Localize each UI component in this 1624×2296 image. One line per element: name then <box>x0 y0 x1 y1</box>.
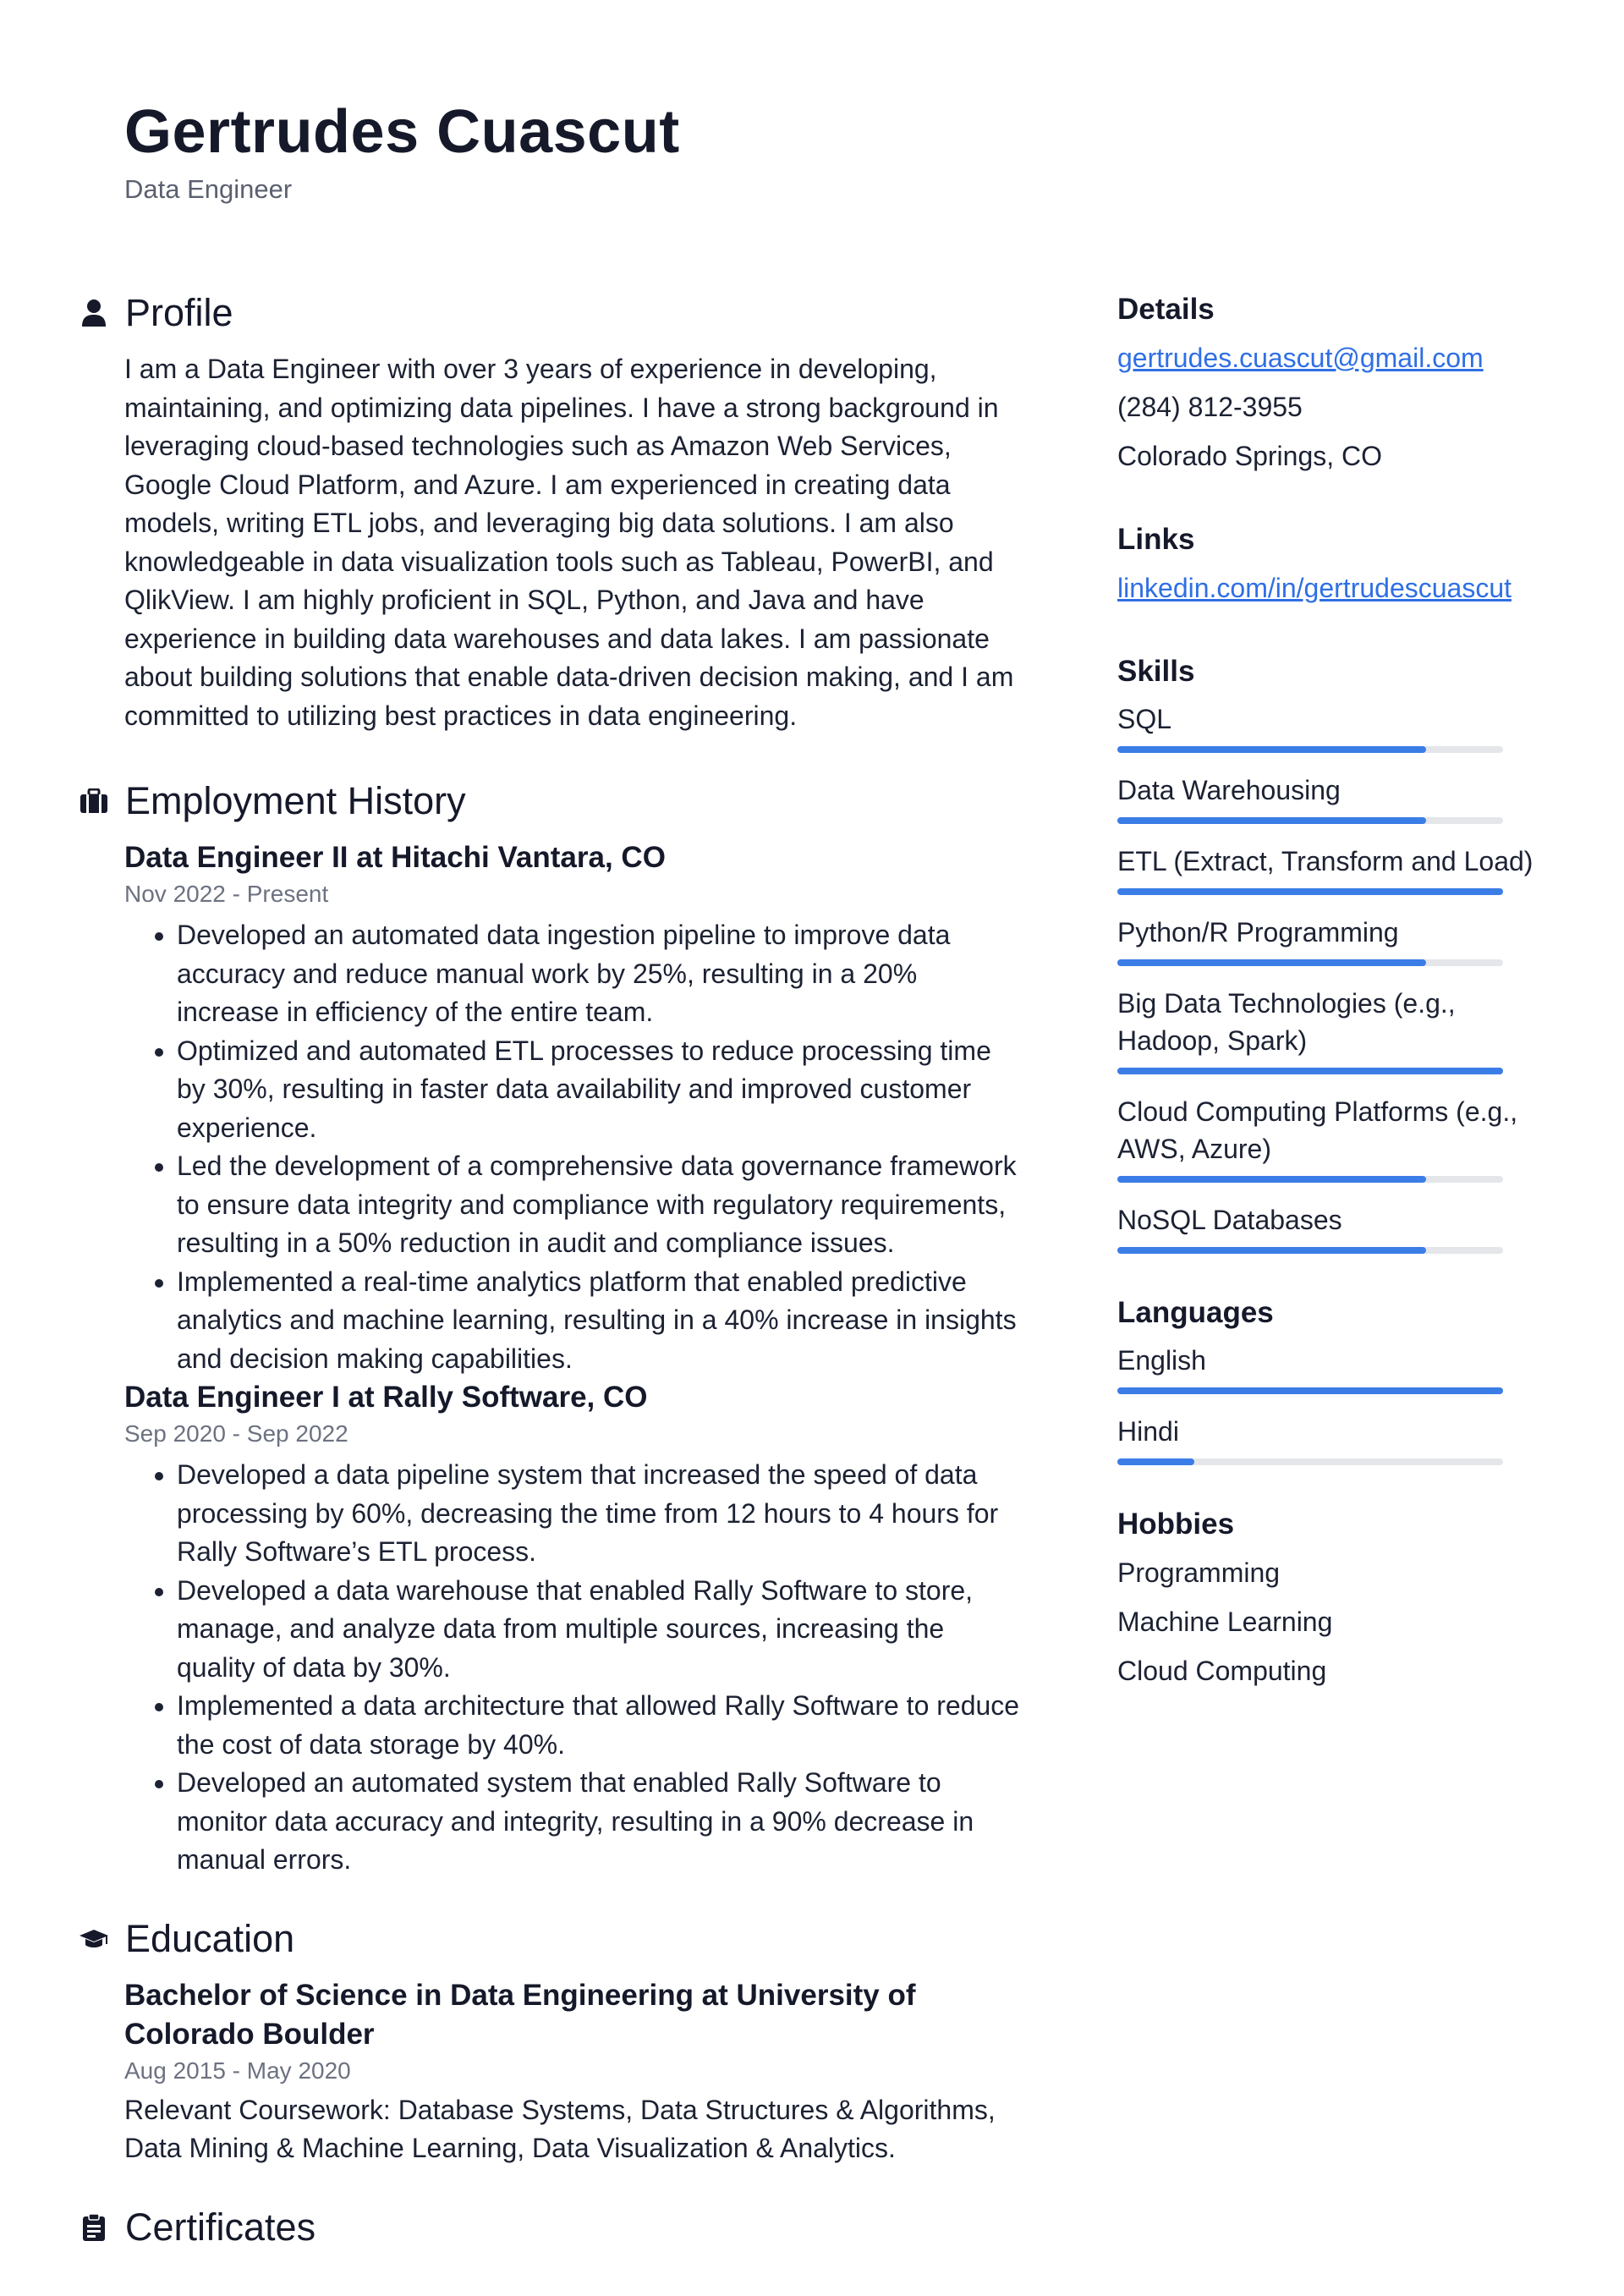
location: Colorado Springs, CO <box>1117 441 1383 471</box>
profile-section <box>78 288 1025 735</box>
skill-item <box>1117 1093 1557 1183</box>
skill-level-fill <box>1117 959 1426 966</box>
job-bullet: • Optimized and automated ETL processes to reduce processing time by 30%, resulting in faster data availability and improved customer experience. <box>177 1032 1025 1148</box>
email-link[interactable]: gertrudes.cuascut@gmail.com <box>1117 343 1484 373</box>
coursework-text: Relevant Coursework: Database Systems, Data Structures & Algorithms, Data Mining & Machine Learning, Data Visualization & Analytics. <box>124 2094 996 2163</box>
skill-level-bar <box>1117 1247 1503 1254</box>
job-date: Nov 2022 - Present <box>124 881 329 907</box>
job-bullet: • Developed a data warehouse that enabled Rally Software to store, manage, and analyze data from multiple sources, increasing the quality of data by 30%. <box>177 1572 1025 1688</box>
job-title: Data Engineer II at Hitachi Vantara, CO <box>124 841 666 874</box>
skill-label: SQL <box>1117 704 1172 734</box>
certificates-heading <box>78 2202 1025 2253</box>
education-heading <box>78 1914 1025 1964</box>
links-block <box>1117 516 1557 612</box>
sidebar-column <box>1117 286 1557 1731</box>
skill-level-fill <box>1117 1247 1426 1254</box>
employment-title: Employment History <box>125 779 466 822</box>
skill-level-bar <box>1117 888 1503 895</box>
briefcase-icon <box>78 785 110 817</box>
links-heading: Links <box>1117 523 1195 556</box>
clipboard-icon <box>78 2211 110 2244</box>
details-block <box>1117 286 1557 481</box>
hobbies-block <box>1117 1501 1557 1695</box>
skill-level-bar <box>1117 1176 1503 1183</box>
skill-label: Big Data Technologies (e.g., Hadoop, Spark) <box>1117 988 1456 1056</box>
skill-level-fill <box>1117 1176 1426 1183</box>
hobby-item: Cloud Computing <box>1117 1656 1327 1686</box>
skill-item <box>1117 985 1557 1074</box>
skill-level-fill <box>1117 1068 1503 1074</box>
job-bullet: • Led the development of a comprehensive data governance framework to ensure data integrity and compliance with regulatory requirements, resulting in a 50% reduction in audit and compliance issues. <box>177 1147 1025 1263</box>
language-level-bar <box>1117 1458 1503 1465</box>
certificates-section <box>78 2202 1025 2253</box>
profile-text: I am a Data Engineer with over 3 years of experience in developing, maintaining, and optimizing data pipelines. I have a strong background in leveraging cloud-based technologies such as Amazon Web Services, Google Cloud Platform, and Azure. I am experienced in creating data models, writing ETL jobs, and leveraging big data solutions. I am also knowledgeable in data visualization tools such as Tableau, PowerBI, and QlikView. I am highly proficient in SQL, Python, and Java and have experience in building data warehouses and data lakes. I am passionate about building solutions that enable data-driven decision making, and I am committed to utilizing best practices in data engineering. <box>124 354 1014 731</box>
skill-label: Python/R Programming <box>1117 917 1399 948</box>
education-entry <box>124 1976 1025 2168</box>
job-bullet: • Developed a data pipeline system that increased the speed of data processing by 60%, decreasing the time from 12 hours to 4 hours for Rally Software’s ETL process. <box>177 1456 1025 1572</box>
employment-heading <box>78 776 1025 827</box>
skill-label: ETL (Extract, Transform and Load) <box>1117 846 1533 876</box>
job-bullet: • Implemented a real-time analytics platform that enabled predictive analytics and machine learning, resulting in a 40% increase in insights and decision making capabilities. <box>177 1263 1025 1379</box>
skill-level-bar <box>1117 746 1503 753</box>
job-bullet: • Developed an automated system that enabled Rally Software to monitor data accuracy and integrity, resulting in a 90% decrease in manual errors. <box>177 1764 1025 1880</box>
main-column <box>78 288 1025 2253</box>
skills-list <box>1117 700 1557 1254</box>
language-label: Hindi <box>1117 1416 1179 1447</box>
education-section <box>78 1914 1025 2168</box>
skill-label: Cloud Computing Platforms (e.g., AWS, Azure) <box>1117 1096 1518 1164</box>
languages-block <box>1117 1289 1557 1465</box>
job-date: Sep 2020 - Sep 2022 <box>124 1420 348 1447</box>
skill-level-bar <box>1117 817 1503 824</box>
graduation-cap-icon <box>78 1923 110 1955</box>
education-date: Aug 2015 - May 2020 <box>124 2057 351 2084</box>
hobbies-heading: Hobbies <box>1117 1508 1235 1541</box>
details-heading: Details <box>1117 293 1215 326</box>
skill-item <box>1117 700 1557 753</box>
skills-heading: Skills <box>1117 655 1195 688</box>
job-bullet: • Developed an automated data ingestion pipeline to improve data accuracy and reduce manual work by 25%, resulting in a 20% increase in efficiency of the entire team. <box>177 916 1025 1032</box>
hobby-item: Programming <box>1117 1557 1281 1588</box>
job-title: Data Engineer I at Rally Software, CO <box>124 1381 648 1414</box>
candidate-title: Data Engineer <box>124 174 293 204</box>
job-bullets <box>124 1456 1025 1880</box>
language-level-fill <box>1117 1458 1194 1465</box>
skill-item <box>1117 843 1557 895</box>
skill-item <box>1117 914 1557 966</box>
skill-level-fill <box>1117 817 1426 824</box>
skill-label: NoSQL Databases <box>1117 1205 1342 1235</box>
language-level-bar <box>1117 1387 1503 1394</box>
hobby-item: Machine Learning <box>1117 1607 1333 1637</box>
skill-level-bar <box>1117 1068 1503 1074</box>
language-item <box>1117 1413 1557 1465</box>
skill-label: Data Warehousing <box>1117 775 1341 805</box>
education-title: Education <box>125 1916 295 1960</box>
profile-heading <box>78 288 1025 338</box>
certificates-title: Certificates <box>125 2205 316 2249</box>
linkedin-link[interactable]: linkedin.com/in/gertrudescuascut <box>1117 573 1512 603</box>
skills-block <box>1117 648 1557 1254</box>
language-item <box>1117 1342 1557 1394</box>
skill-item <box>1117 772 1557 824</box>
phone-number: (284) 812-3955 <box>1117 392 1303 422</box>
job-bullets <box>124 916 1025 1378</box>
job-bullet: • Implemented a data architecture that allowed Rally Software to reduce the cost of data storage by 40%. <box>177 1687 1025 1764</box>
person-icon <box>78 297 110 329</box>
resume-header <box>124 98 680 205</box>
languages-heading: Languages <box>1117 1296 1274 1329</box>
job-entry <box>124 838 1025 1378</box>
employment-section <box>78 776 1025 1880</box>
candidate-name: Gertrudes Cuascut <box>124 98 680 166</box>
skill-item <box>1117 1201 1557 1254</box>
profile-title: Profile <box>125 291 233 334</box>
languages-list <box>1117 1342 1557 1465</box>
job-entry <box>124 1378 1025 1880</box>
language-level-fill <box>1117 1387 1503 1394</box>
language-label: English <box>1117 1345 1206 1376</box>
skill-level-bar <box>1117 959 1503 966</box>
degree-title: Bachelor of Science in Data Engineering at University of Colorado Boulder <box>124 1978 916 2051</box>
skill-level-fill <box>1117 746 1426 753</box>
skill-level-fill <box>1117 888 1503 895</box>
